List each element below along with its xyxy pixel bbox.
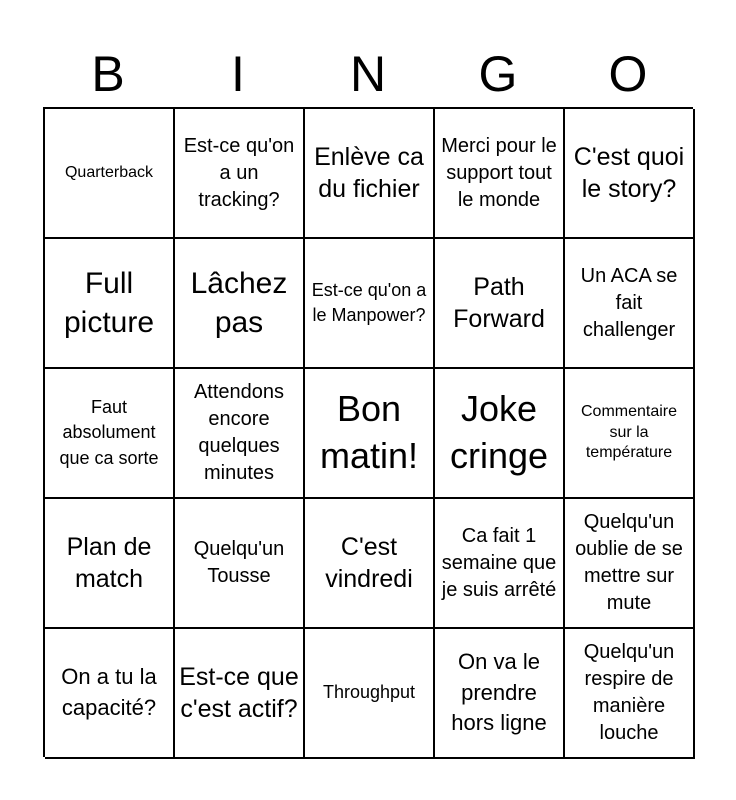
bingo-cell[interactable] xyxy=(305,369,435,499)
cell-text: Attendons encore quelques minutes xyxy=(193,381,285,484)
bingo-cell[interactable] xyxy=(565,499,695,629)
bingo-cell[interactable] xyxy=(175,109,305,239)
cell-text: C'est vindredi xyxy=(325,532,413,593)
bingo-cell[interactable] xyxy=(305,109,435,239)
bingo-cell[interactable] xyxy=(435,239,565,369)
cell-text: Est-ce qu'on a un tracking? xyxy=(183,134,295,211)
bingo-cell[interactable] xyxy=(175,239,305,369)
bingo-cell[interactable] xyxy=(45,109,175,239)
bingo-cell[interactable] xyxy=(175,629,305,759)
bingo-cell[interactable] xyxy=(45,239,175,369)
bingo-cell[interactable] xyxy=(175,499,305,629)
bingo-cell[interactable] xyxy=(565,109,695,239)
cell-text: Throughput xyxy=(322,682,416,703)
cell-text: Lâchez pas xyxy=(190,267,288,339)
cell-text: Bon matin! xyxy=(319,388,419,476)
cell-text: Quarterback xyxy=(64,163,154,181)
cell-text: Full picture xyxy=(63,267,155,339)
cell-text: Path Forward xyxy=(453,272,545,333)
cell-text: On a tu la capacité? xyxy=(61,664,157,720)
bingo-cell[interactable] xyxy=(175,369,305,499)
cell-text: Quelqu'un oublie de se mettre sur mute xyxy=(575,511,683,614)
bingo-cell[interactable] xyxy=(435,629,565,759)
header-letter-b: B xyxy=(91,46,125,102)
bingo-cell[interactable] xyxy=(435,369,565,499)
cell-text: Quelqu'un respire de manière louche xyxy=(583,641,675,744)
bingo-cell[interactable] xyxy=(305,239,435,369)
cell-text: On va le prendre hors ligne xyxy=(451,648,547,736)
bingo-cell[interactable] xyxy=(565,629,695,759)
cell-text: Faut absolument que ca sorte xyxy=(59,397,159,468)
cell-text: Ca fait 1 semaine que je suis arrêté xyxy=(441,524,557,601)
bingo-cell[interactable] xyxy=(45,629,175,759)
cell-text: Commentaire sur la température xyxy=(580,402,678,462)
bingo-cell[interactable] xyxy=(565,239,695,369)
cell-text: Merci pour le support tout le monde xyxy=(441,134,557,211)
bingo-cell[interactable] xyxy=(45,499,175,629)
header-letter-g: G xyxy=(478,46,518,102)
cell-text: C'est quoi le story? xyxy=(573,142,685,203)
cell-text: Est-ce qu'on a le Manpower? xyxy=(311,279,427,325)
cell-text: Plan de match xyxy=(66,532,152,593)
bingo-cell[interactable] xyxy=(565,369,695,499)
cell-text: Enlève ca du fichier xyxy=(314,142,424,203)
bingo-header xyxy=(43,44,693,104)
header-letter-o: O xyxy=(608,46,648,102)
bingo-grid xyxy=(43,107,693,757)
cell-text: Quelqu'un Tousse xyxy=(193,538,285,587)
bingo-cell[interactable] xyxy=(45,369,175,499)
header-letter-n: N xyxy=(349,46,387,102)
bingo-cell[interactable] xyxy=(305,629,435,759)
bingo-cell[interactable] xyxy=(305,499,435,629)
cell-text: Est-ce que c'est actif? xyxy=(179,662,299,723)
bingo-cell[interactable] xyxy=(435,109,565,239)
header-letter-i: I xyxy=(231,46,245,102)
cell-text: Joke cringe xyxy=(449,388,549,476)
cell-text: Un ACA se fait challenger xyxy=(580,264,678,341)
bingo-cell[interactable] xyxy=(435,499,565,629)
